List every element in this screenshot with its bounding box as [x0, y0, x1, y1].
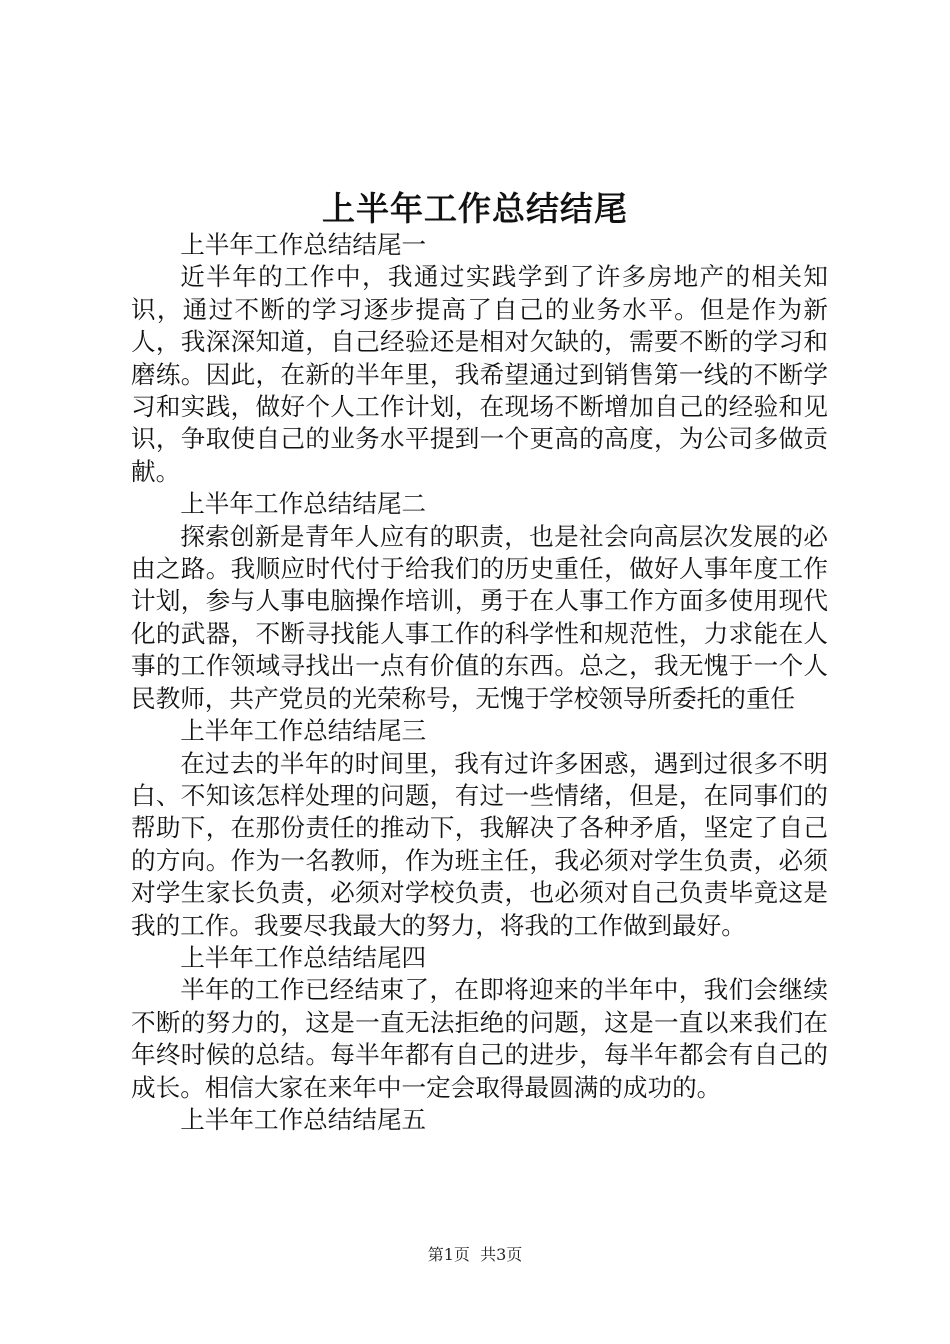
page-number-label: 第1页 共3页: [427, 1245, 523, 1264]
section-heading-1: 上半年工作总结结尾一: [180, 230, 427, 259]
section-paragraph-2: 探索创新是青年人应有的职责，也是社会向高层次发展的必由之路。我顺应时代付于给我们的历史重任，做好人事年度工作计划，参与人事电脑操作培训，勇于在人事工作方面多使用现代化的武器，不断寻找能人事工作的科学性和规范性，力求能在人事的工作领域寻找出一点有价值的东西。总之，我无愧于一个人民教师，共产党员的光荣称号，无愧于学校领导所委托的重任: [131, 521, 828, 713]
section-heading-2: 上半年工作总结结尾二: [180, 489, 427, 519]
section-heading-4: 上半年工作总结结尾四: [180, 942, 427, 972]
section-heading-5: 上半年工作总结结尾五: [180, 1104, 427, 1134]
section-paragraph-1: 近半年的工作中，我通过实践学到了许多房地产的相关知识，通过不断的学习逐步提高了自己的业务水平。但是作为新人，我深深知道，自己经验还是相对欠缺的，需要不断的学习和磨练。因此，在新的半年里，我希望通过到销售第一线的不断学习和实践，做好个人工作计划，在现场不断增加自己的经验和见识，争取使自己的业务水平提到一个更高的高度，为公司多做贡献。: [131, 262, 828, 486]
section-paragraph-3: 在过去的半年的时间里，我有过许多困惑，遇到过很多不明白、不知该怎样处理的问题，有过一些情绪，但是，在同事们的帮助下，在那份责任的推动下，我解决了各种矛盾，坚定了自己的方向。作为一名教师，作为班主任，我必须对学生负责，必须对学生家长负责，必须对学校负责，也必须对自己负责毕竟这是我的工作。我要尽我最大的努力，将我的工作做到最好。: [131, 748, 828, 940]
document-title: 上半年工作总结结尾: [322, 189, 628, 228]
document-body: [131, 229, 828, 1136]
section-heading-3: 上半年工作总结结尾三: [180, 716, 427, 746]
page-footer: [0, 1243, 950, 1267]
section-paragraph-4: 半年的工作已经结束了，在即将迎来的半年中，我们会继续不断的努力的，这是一直无法拒绝的问题，这是一直以来我们在年终时候的总结。每半年都有自己的进步，每半年都会有自己的成长。相信大家在来年中一定会取得最圆满的成功的。: [131, 975, 828, 1102]
